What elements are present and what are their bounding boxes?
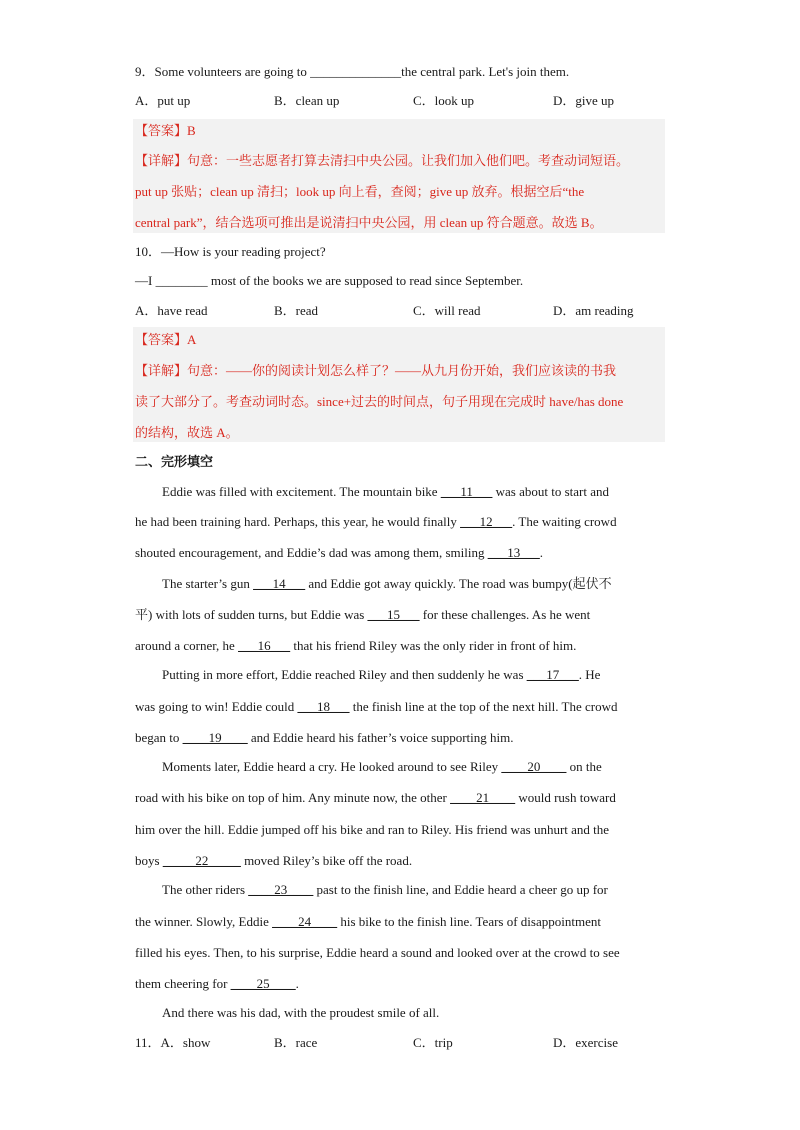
passage-line: road with his bike on top of him. Any minute now, the other ____21____ would rush toward	[135, 790, 616, 805]
q9-explain-line: put up 张贴；clean up 清扫；look up 向上看，查阅；give up 放弃。根据空后“the	[135, 184, 585, 199]
q9-option-b: B．clean up	[274, 93, 340, 108]
section-heading: 二、完形填空	[135, 455, 214, 470]
blank-18: ___18___	[297, 699, 350, 714]
passage-line: 平) with lots of sudden turns, but Eddie was ___15___ for these challenges. As he went	[135, 607, 591, 622]
blank-24: ____24____	[272, 914, 338, 929]
q10-answer: 【答案】A	[135, 332, 197, 347]
passage-line: he had been training hard. Perhaps, this year, he would finally ___12___. The waiting crowd	[135, 514, 617, 529]
q10-stem: —I ________ most of the books we are supposed to read since September.	[135, 273, 524, 288]
passage-line: And there was his dad, with the proudest smile of all.	[162, 1005, 440, 1020]
passage-line: Moments later, Eddie heard a cry. He looked around to see Riley ____20____ on the	[162, 759, 602, 774]
q10-option-d: D．am reading	[553, 303, 634, 318]
blank-22: _____22_____	[162, 853, 241, 868]
blank-20: ____20____	[501, 759, 567, 774]
q9-option-a: A．put up	[135, 93, 191, 108]
q10-option-a: A．have read	[135, 303, 208, 318]
passage-line: him over the hill. Eddie jumped off his bike and ran to Riley. His friend was unhurt and the	[135, 822, 610, 837]
passage-line: The starter’s gun ___14___ and Eddie got away quickly. The road was bumpy(起伏不	[162, 576, 612, 591]
blank-25: ____25____	[230, 976, 296, 991]
q9-option-d: D．give up	[553, 93, 615, 108]
q9-explain-line: 【详解】句意：一些志愿者打算去清扫中央公园。让我们加入他们吧。考查动词短语。	[135, 153, 630, 168]
q9-stem: 9．Some volunteers are going to ______________the central park. Let's join them.	[135, 64, 570, 79]
q9-explain-line: central park”，结合选项可推出是说清扫中央公园，用 clean up 符合题意。故选 B。	[135, 215, 603, 230]
passage-line: Eddie was filled with excitement. The mountain bike ___11___ was about to start and	[162, 484, 609, 499]
passage-line: shouted encouragement, and Eddie’s dad was among them, smiling ___13___.	[135, 545, 543, 560]
q10-explain-line: 的结构，故选 A。	[135, 425, 239, 440]
passage-line: The other riders ____23____ past to the finish line, and Eddie heard a cheer go up for	[162, 882, 608, 897]
blank-11: ___11___	[440, 484, 493, 499]
blank-12: ___12___	[460, 514, 513, 529]
q10-stem: 10．—How is your reading project?	[135, 244, 326, 259]
blank-14: ___14___	[253, 576, 306, 591]
q9-answer: 【答案】B	[135, 123, 196, 138]
q11-options	[135, 1034, 695, 1052]
blank-15: ___15___	[367, 607, 420, 622]
passage-line: them cheering for ____25____.	[135, 976, 299, 991]
q11-option-b: B．race	[274, 1035, 318, 1050]
blank-23: ____23____	[248, 882, 314, 897]
q10-option-c: C．will read	[413, 303, 481, 318]
passage-line: around a corner, he ___16___ that his friend Riley was the only rider in front of him.	[135, 638, 577, 653]
q11-option-c: C．trip	[413, 1035, 453, 1050]
q9-blank: ______________	[310, 64, 402, 79]
q10-option-b: B．read	[274, 303, 319, 318]
passage-line: began to ____19____ and Eddie heard his father’s voice supporting him.	[135, 730, 514, 745]
q10-explain-line: 读了大部分了。考查动词时态。since+过去的时间点，句子用现在完成时 have/has done	[135, 394, 624, 409]
blank-21: ____21____	[450, 790, 516, 805]
blank-17: ___17___	[526, 667, 579, 682]
passage-line: the winner. Slowly, Eddie ____24____ his bike to the finish line. Tears of disappointment	[135, 914, 601, 929]
q10-options	[135, 302, 695, 320]
q9-option-c: C．look up	[413, 93, 475, 108]
blank-13: ___13___	[487, 545, 540, 560]
q9-options	[135, 92, 695, 110]
passage-line: boys _____22_____ moved Riley’s bike off the road.	[135, 853, 413, 868]
passage-line: Putting in more effort, Eddie reached Riley and then suddenly he was ___17___. He	[162, 667, 601, 682]
q10-explain-line: 【详解】句意：——你的阅读计划怎么样了？——从九月份开始，我们应该读的书我	[135, 363, 617, 378]
passage-line: was going to win! Eddie could ___18___ the finish line at the top of the next hill. The crowd	[135, 699, 618, 714]
q11-option-a: 11．A．show	[135, 1035, 211, 1050]
blank-16: ___16___	[238, 638, 291, 653]
blank-19: ____19____	[182, 730, 248, 745]
q11-option-d: D．exercise	[553, 1035, 618, 1050]
passage-line: filled his eyes. Then, to his surprise, Eddie heard a sound and looked over at the crowd to see	[135, 945, 620, 960]
